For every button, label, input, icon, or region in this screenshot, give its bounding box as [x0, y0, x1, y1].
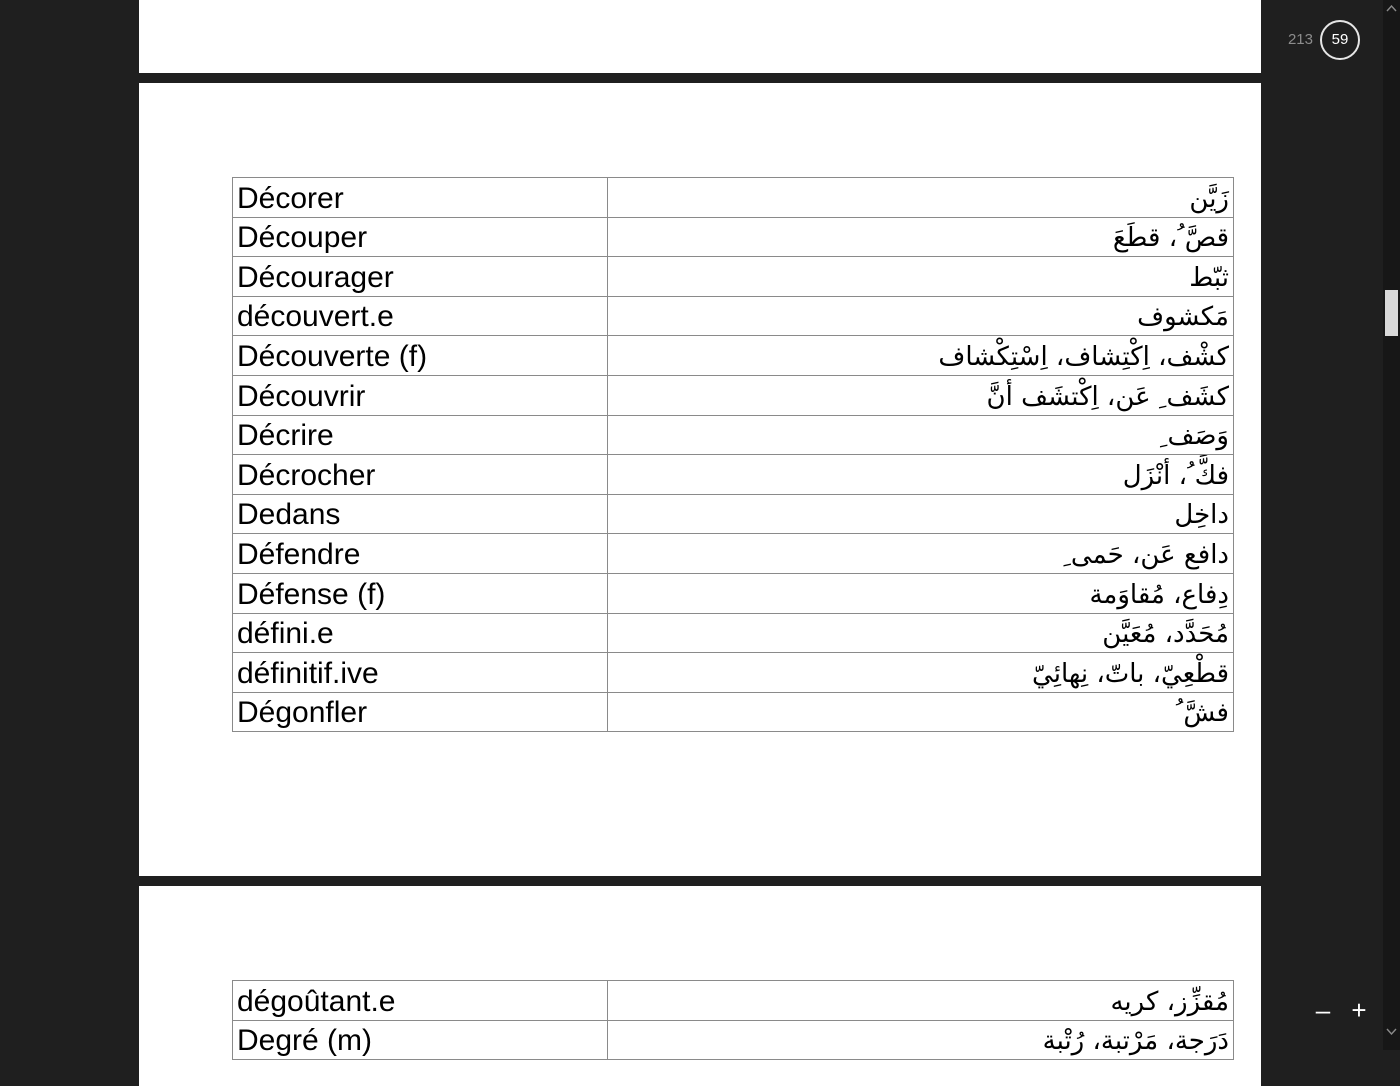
- arabic-translation: كشْف، اِكْتِشاف، اِسْتِكْشاف: [608, 336, 1234, 376]
- vertical-scrollbar[interactable]: [1383, 0, 1400, 1050]
- french-term: découvert.e: [233, 296, 608, 336]
- page-total: 213: [1287, 31, 1313, 48]
- french-term: Découvrir: [233, 375, 608, 415]
- vocabulary-table: [232, 177, 1234, 732]
- arabic-translation: كشَف ِ عَن، اِكْتشَف أنَّ: [608, 375, 1234, 415]
- arabic-translation: دَرَجة، مَرْتبة، رُتْبة: [608, 1020, 1234, 1060]
- table-row: [233, 653, 1234, 693]
- current-page-indicator[interactable]: 59: [1320, 20, 1360, 60]
- table-row: [233, 217, 1234, 257]
- previous-page: [139, 0, 1261, 73]
- table-row: [233, 296, 1234, 336]
- arabic-translation: داخِل: [608, 494, 1234, 534]
- arabic-translation: دافع عَن، حَمى ِ: [608, 534, 1234, 574]
- vocabulary-table-next: [232, 980, 1234, 1060]
- french-term: Décourager: [233, 257, 608, 297]
- table-row: [233, 573, 1234, 613]
- table-row: [233, 1020, 1234, 1060]
- french-term: Découper: [233, 217, 608, 257]
- arabic-translation: قطْعِيّ، باتّ، نِهائِيّ: [608, 653, 1234, 693]
- french-term: Dégonfler: [233, 692, 608, 732]
- french-term: Découverte (f): [233, 336, 608, 376]
- current-page: [139, 83, 1261, 876]
- arabic-translation: فكَّ ُ، أنْزَل: [608, 455, 1234, 495]
- arabic-translation: مَكشوف: [608, 296, 1234, 336]
- table-row: [233, 455, 1234, 495]
- french-term: définitif.ive: [233, 653, 608, 693]
- arabic-translation: فشَّ ُ: [608, 692, 1234, 732]
- table-row: [233, 692, 1234, 732]
- table-row: [233, 494, 1234, 534]
- arabic-translation: قصَّ ُ، قطَعَ: [608, 217, 1234, 257]
- french-term: défini.e: [233, 613, 608, 653]
- arabic-translation: مُحَدَّد، مُعَيَّن: [608, 613, 1234, 653]
- table-row: [233, 613, 1234, 653]
- arabic-translation: ثبّط: [608, 257, 1234, 297]
- french-term: Décorer: [233, 178, 608, 218]
- arabic-translation: مُقزِّز، كريه: [608, 981, 1234, 1021]
- table-row: [233, 534, 1234, 574]
- table-row: [233, 178, 1234, 218]
- french-term: dégoûtant.e: [233, 981, 608, 1021]
- zoom-out-button[interactable]: –: [1315, 995, 1331, 1025]
- french-term: Décrocher: [233, 455, 608, 495]
- table-row: [233, 375, 1234, 415]
- french-term: Degré (m): [233, 1020, 608, 1060]
- scroll-thumb[interactable]: [1385, 290, 1398, 336]
- arabic-translation: وَصَف ِ: [608, 415, 1234, 455]
- french-term: Décrire: [233, 415, 608, 455]
- french-term: Dedans: [233, 494, 608, 534]
- arabic-translation: زَيَّن: [608, 178, 1234, 218]
- chevron-down-icon[interactable]: [1383, 1023, 1400, 1040]
- french-term: Défendre: [233, 534, 608, 574]
- table-row: [233, 415, 1234, 455]
- zoom-in-button[interactable]: +: [1351, 995, 1367, 1025]
- french-term: Défense (f): [233, 573, 608, 613]
- chevron-up-icon[interactable]: [1383, 0, 1400, 17]
- table-row: [233, 981, 1234, 1021]
- next-page: [139, 886, 1261, 1086]
- arabic-translation: دِفاع، مُقاوَمة: [608, 573, 1234, 613]
- table-row: [233, 257, 1234, 297]
- table-row: [233, 336, 1234, 376]
